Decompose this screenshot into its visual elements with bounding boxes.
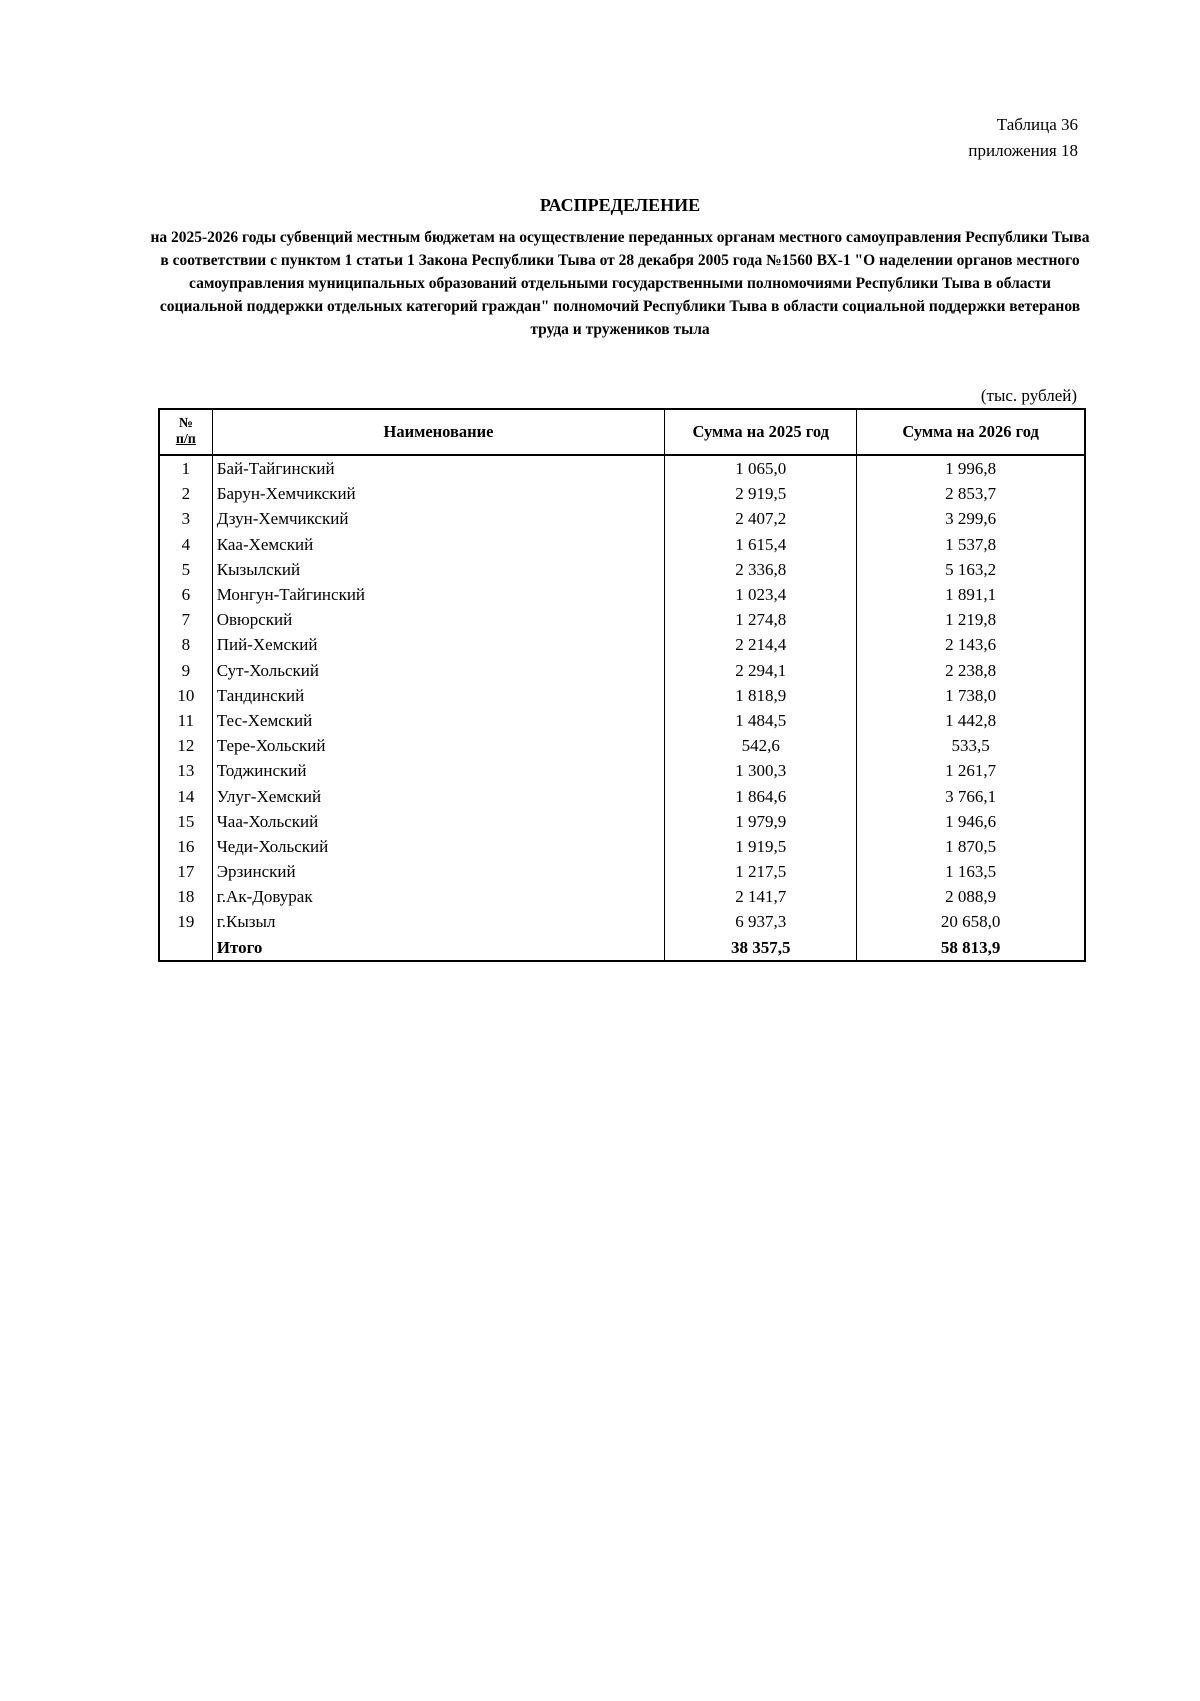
row-number: 18 xyxy=(159,884,212,909)
distribution-table xyxy=(158,408,1086,962)
total-sum-2026: 58 813,9 xyxy=(857,935,1085,961)
row-sum-2026: 533,5 xyxy=(857,733,1085,758)
row-sum-2026: 1 996,8 xyxy=(857,455,1085,481)
total-number xyxy=(159,935,212,961)
document-reference xyxy=(968,112,1078,164)
row-number: 3 xyxy=(159,506,212,531)
row-sum-2025: 2 336,8 xyxy=(665,557,857,582)
row-name: Овюрский xyxy=(212,607,665,632)
row-number: 1 xyxy=(159,455,212,481)
row-number: 7 xyxy=(159,607,212,632)
document-subtitle: на 2025-2026 годы субвенций местным бюджетам на осуществление переданных органам местного самоуправления Республики Тыва в соответствии с пунктом 1 статьи 1 Закона Республики Тыва от 28 декабря 2005 года №1560 ВХ-1 "О наделении органов местного самоуправления муниципальных образований отдельными государственными полномочиями Республики Тыва в области социальной поддержки отдельных категорий граждан" полномочий Республики Тыва в области социальной поддержки ветеранов труда и тружеников тыла xyxy=(150,229,1090,338)
row-name: Каа-Хемский xyxy=(212,532,665,557)
row-sum-2026: 3 299,6 xyxy=(857,506,1085,531)
table-row xyxy=(159,481,1085,506)
row-number: 19 xyxy=(159,909,212,934)
row-name: Тере-Хольский xyxy=(212,733,665,758)
column-header-name: Наименование xyxy=(212,409,665,455)
table-row xyxy=(159,758,1085,783)
row-name: Барун-Хемчикский xyxy=(212,481,665,506)
row-name: г.Ак-Довурак xyxy=(212,884,665,909)
table-row xyxy=(159,532,1085,557)
row-name: Улуг-Хемский xyxy=(212,783,665,808)
row-number: 8 xyxy=(159,632,212,657)
row-number: 15 xyxy=(159,809,212,834)
row-sum-2025: 2 141,7 xyxy=(665,884,857,909)
row-number: 4 xyxy=(159,532,212,557)
table-row xyxy=(159,557,1085,582)
table-row xyxy=(159,455,1085,481)
row-name: Тандинский xyxy=(212,683,665,708)
column-header-sum-2026: Сумма на 2026 год xyxy=(857,409,1085,455)
row-name: г.Кызыл xyxy=(212,909,665,934)
header-row xyxy=(159,409,1085,455)
row-sum-2026: 1 870,5 xyxy=(857,834,1085,859)
row-number: 5 xyxy=(159,557,212,582)
total-label: Итого xyxy=(212,935,665,961)
table-row xyxy=(159,909,1085,934)
row-name: Пий-Хемский xyxy=(212,632,665,657)
row-sum-2026: 1 891,1 xyxy=(857,582,1085,607)
table-row xyxy=(159,607,1085,632)
row-number: 12 xyxy=(159,733,212,758)
row-number: 13 xyxy=(159,758,212,783)
row-sum-2025: 1 818,9 xyxy=(665,683,857,708)
row-sum-2026: 1 163,5 xyxy=(857,859,1085,884)
row-name: Тоджинский xyxy=(212,758,665,783)
row-number: 11 xyxy=(159,708,212,733)
table-row xyxy=(159,884,1085,909)
table-header xyxy=(159,409,1085,455)
document-title: РАСПРЕДЕЛЕНИЕ xyxy=(539,195,701,215)
row-number: 14 xyxy=(159,783,212,808)
row-sum-2026: 2 238,8 xyxy=(857,658,1085,683)
total-row xyxy=(159,935,1085,961)
table-row xyxy=(159,506,1085,531)
table-row xyxy=(159,708,1085,733)
row-name: Тес-Хемский xyxy=(212,708,665,733)
row-name: Монгун-Тайгинский xyxy=(212,582,665,607)
row-sum-2025: 542,6 xyxy=(665,733,857,758)
row-number: 17 xyxy=(159,859,212,884)
row-sum-2025: 2 294,1 xyxy=(665,658,857,683)
column-header-number-pp: п/п xyxy=(175,432,196,447)
row-sum-2025: 2 407,2 xyxy=(665,506,857,531)
row-sum-2025: 1 023,4 xyxy=(665,582,857,607)
row-sum-2025: 2 214,4 xyxy=(665,632,857,657)
table-row xyxy=(159,859,1085,884)
column-header-sum-2025: Сумма на 2025 год xyxy=(665,409,857,455)
row-sum-2025: 1 979,9 xyxy=(665,809,857,834)
row-sum-2026: 3 766,1 xyxy=(857,783,1085,808)
units-label: (тыс. рублей) xyxy=(980,386,1077,405)
row-sum-2026: 5 163,2 xyxy=(857,557,1085,582)
row-sum-2026: 20 658,0 xyxy=(857,909,1085,934)
table-row xyxy=(159,683,1085,708)
row-sum-2026: 1 261,7 xyxy=(857,758,1085,783)
row-name: Чеди-Хольский xyxy=(212,834,665,859)
row-number: 2 xyxy=(159,481,212,506)
table-row xyxy=(159,582,1085,607)
table-row xyxy=(159,834,1085,859)
row-sum-2025: 6 937,3 xyxy=(665,909,857,934)
row-sum-2025: 2 919,5 xyxy=(665,481,857,506)
row-name: Эрзинский xyxy=(212,859,665,884)
row-number: 16 xyxy=(159,834,212,859)
appendix-reference: приложения 18 xyxy=(968,141,1078,160)
table-body xyxy=(159,455,1085,961)
row-number: 9 xyxy=(159,658,212,683)
row-name: Дзун-Хемчикский xyxy=(212,506,665,531)
table-reference: Таблица 36 xyxy=(996,115,1078,134)
row-number: 10 xyxy=(159,683,212,708)
table-row xyxy=(159,809,1085,834)
table-row xyxy=(159,733,1085,758)
table-row xyxy=(159,783,1085,808)
column-header-number xyxy=(159,409,212,455)
row-sum-2026: 2 088,9 xyxy=(857,884,1085,909)
table-row xyxy=(159,658,1085,683)
row-sum-2025: 1 300,3 xyxy=(665,758,857,783)
row-name: Сут-Хольский xyxy=(212,658,665,683)
row-sum-2026: 1 738,0 xyxy=(857,683,1085,708)
row-sum-2026: 2 853,7 xyxy=(857,481,1085,506)
row-sum-2026: 1 537,8 xyxy=(857,532,1085,557)
row-sum-2025: 1 919,5 xyxy=(665,834,857,859)
row-sum-2025: 1 217,5 xyxy=(665,859,857,884)
row-sum-2026: 2 143,6 xyxy=(857,632,1085,657)
row-name: Кызылский xyxy=(212,557,665,582)
row-name: Бай-Тайгинский xyxy=(212,455,665,481)
column-header-number-sign: № xyxy=(178,416,193,431)
row-sum-2025: 1 274,8 xyxy=(665,607,857,632)
row-number: 6 xyxy=(159,582,212,607)
row-sum-2025: 1 065,0 xyxy=(665,455,857,481)
table-row xyxy=(159,632,1085,657)
row-name: Чаа-Хольский xyxy=(212,809,665,834)
row-sum-2026: 1 442,8 xyxy=(857,708,1085,733)
row-sum-2025: 1 484,5 xyxy=(665,708,857,733)
row-sum-2026: 1 219,8 xyxy=(857,607,1085,632)
row-sum-2025: 1 864,6 xyxy=(665,783,857,808)
total-sum-2025: 38 357,5 xyxy=(665,935,857,961)
row-sum-2025: 1 615,4 xyxy=(665,532,857,557)
row-sum-2026: 1 946,6 xyxy=(857,809,1085,834)
